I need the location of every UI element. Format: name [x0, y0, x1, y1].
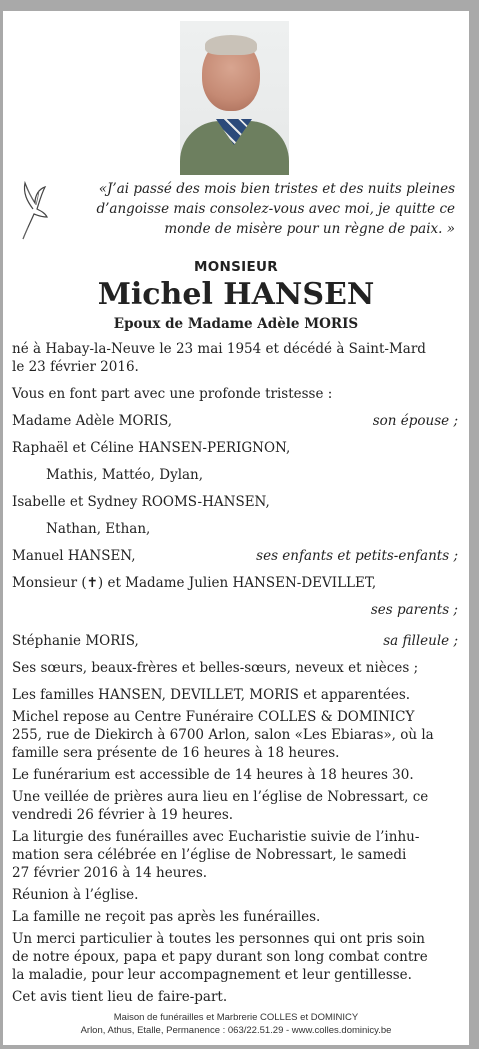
birth-line: né à Habay-la-Neuve le 23 mai 1954 et décédé à Saint-Mard	[12, 341, 426, 357]
family-role: son épouse ;	[372, 413, 458, 429]
announce-line: Vous en font part avec une profonde tristesse :	[12, 386, 333, 402]
dove-icon	[17, 179, 51, 243]
notice-line: Cet avis tient lieu de faire-part.	[12, 989, 228, 1005]
liturgy-line: mation sera célébrée en l’église de Nobressart, le samedi	[12, 847, 407, 863]
quote-line: monde de misère pour un règne de paix. »	[164, 221, 455, 237]
family-member: Raphaël et Céline HANSEN-PERIGNON,	[12, 440, 291, 456]
thanks-line: Un merci particulier à toutes les personnes qui ont pris soin	[12, 931, 425, 947]
deceased-name: Michel HANSEN	[97, 277, 375, 312]
repose-line: Michel repose au Centre Funéraire COLLES & DOMINICY	[12, 709, 415, 725]
family-role: sa filleule ;	[383, 633, 458, 649]
family-member: Les familles HANSEN, DEVILLET, MORIS et apparentées.	[12, 687, 411, 703]
footer-line: Arlon, Athus, Etalle, Permanence : 063/22.51.29 - www.colles.dominicy.be	[80, 1025, 392, 1036]
portrait-photo	[180, 21, 289, 175]
birth-line: le 23 février 2016.	[12, 359, 139, 375]
funeral-home-footer	[3, 1011, 469, 1037]
repose-line: famille sera présente de 16 heures à 18 heures.	[12, 745, 340, 761]
honorific: MONSIEUR	[194, 259, 278, 275]
grandchildren: Mathis, Mattéo, Dylan,	[46, 467, 204, 483]
quote-line: «J’ai passé des mois bien tristes et des nuits pleines	[98, 181, 455, 197]
vigil-line: Une veillée de prières aura lieu en l’église de Nobressart, ce	[12, 789, 429, 805]
thanks-line: de notre époux, papa et papy durant son long combat contre	[12, 949, 428, 965]
meeting-line: Réunion à l’église.	[12, 887, 139, 903]
repose-line: 255, rue de Diekirch à 6700 Arlon, salon «Les Ebiaras», où la	[12, 727, 434, 743]
quote-line: d’angoisse mais consolez-vous avec moi, je quitte ce	[96, 201, 455, 217]
family-member: Ses sœurs, beaux-frères et belles-sœurs, neveux et nièces ;	[12, 660, 419, 676]
spouse-line: Epoux de Madame Adèle MORIS	[113, 316, 359, 332]
family-row	[12, 632, 458, 650]
family-row	[12, 412, 458, 430]
reception-line: La famille ne reçoit pas après les funérailles.	[12, 909, 321, 925]
quote	[73, 179, 455, 239]
footer-line: Maison de funérailles et Marbrerie COLLES et DOMINICY	[113, 1012, 359, 1023]
obituary-text	[12, 340, 458, 1006]
liturgy-line: 27 février 2016 à 14 heures.	[12, 865, 208, 881]
obituary-card	[3, 11, 469, 1045]
family-member: Madame Adèle MORIS,	[12, 413, 173, 429]
grandchildren: Nathan, Ethan,	[46, 521, 151, 537]
family-role: ses parents ;	[370, 602, 458, 618]
thanks-line: la maladie, pour leur accompagnement et leur gentillesse.	[12, 967, 412, 983]
vigil-line: vendredi 26 février à 19 heures.	[12, 807, 234, 823]
family-member: Isabelle et Sydney ROOMS-HANSEN,	[12, 494, 270, 510]
family-role: ses enfants et petits-enfants ;	[256, 548, 458, 564]
liturgy-line: La liturgie des funérailles avec Eucharistie suivie de l’inhu-	[12, 829, 420, 845]
family-member: Manuel HANSEN,	[12, 548, 136, 564]
funerarium-line: Le funérarium est accessible de 14 heures à 18 heures 30.	[12, 767, 414, 783]
family-member: Monsieur (✝) et Madame Julien HANSEN-DEVILLET,	[12, 575, 377, 591]
family-row	[12, 547, 458, 565]
family-member: Stéphanie MORIS,	[12, 633, 139, 649]
